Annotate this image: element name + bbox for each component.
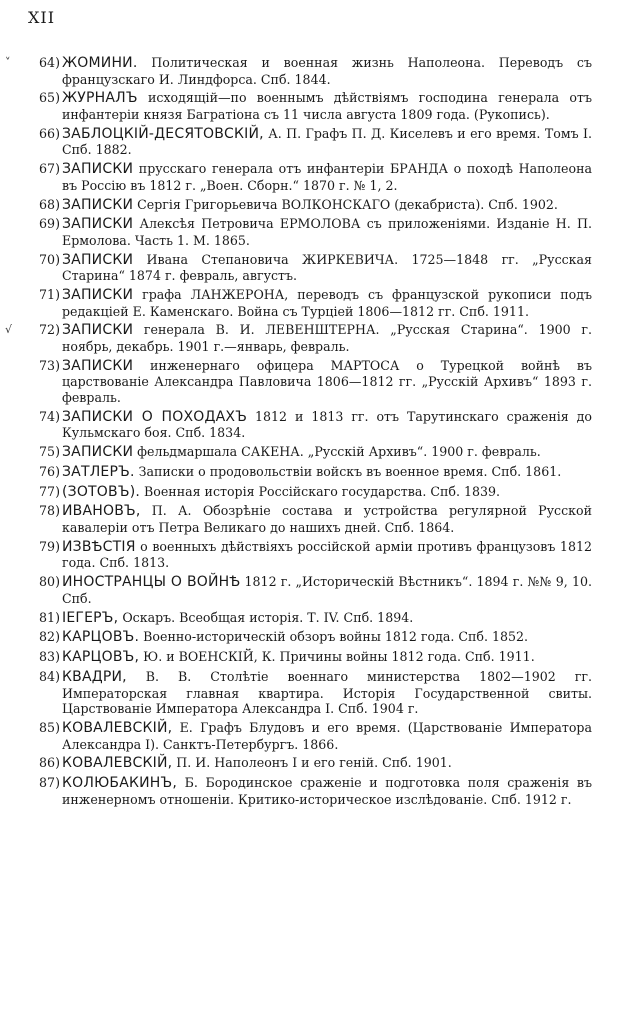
entry-number: 86): [39, 755, 60, 771]
entry-author: (ЗОТОВЪ).: [62, 483, 141, 500]
entry-author: ИЗВѢСТІЯ: [62, 538, 136, 555]
entry-author: ЖОМИНИ.: [62, 55, 138, 71]
entry-number: 82): [39, 629, 60, 645]
entry-text: Оскаръ. Всеобщая исторія. Т. IV. Спб. 1894.: [118, 609, 414, 625]
entry-number: 64): [39, 55, 60, 70]
entry-number: 70): [39, 251, 60, 267]
entry-text: о военныхъ дѣйствіяхъ россійской арміи противъ французовъ 1812 года. Спб. 1813.: [62, 538, 592, 571]
entry-text: Алексѣя Петровича ЕРМОЛОВА съ приложеніями. Изданіе Н. П. Ермолова. Часть 1. М. 1865.: [62, 216, 592, 248]
bibliography-entry: [0, 161, 630, 193]
page-number: XII: [28, 8, 56, 27]
entry-author: ЖУРНАЛЪ: [62, 90, 138, 107]
entry-text: Е. Графъ Блудовъ и его время. (Царствованіе Императора Александра I). Санктъ-Петербургъ. 1866.: [62, 719, 592, 752]
bibliography-entry: [0, 444, 630, 461]
entry-text: Сергія Григорьевича ВОЛКОНСКАГО (декабриста). Спб. 1902.: [133, 196, 558, 212]
entry-number: 77): [39, 483, 60, 499]
entry-number: 83): [39, 649, 60, 665]
entry-text: Б. Бородинское сраженіе и подготовка поля сраженія въ инженерномъ отношеніи. Критико-историческое изслѣдованіе. Спб. 1912 г.: [62, 775, 592, 807]
entry-number: 71): [39, 287, 60, 303]
entry-text: В. В. Столѣтіе военнаго министерства 1802—1902 гг. Императорская главная квартира. Исторія Государственной свиты. Царствованіе Императора Александра I. Спб. 1904 г.: [62, 668, 592, 717]
entry-text: Ю. и ВОЕНСКІЙ, К. Причины войны 1812 года. Спб. 1911.: [139, 649, 535, 665]
entry-author: ЗАТЛЕРЪ.: [62, 463, 135, 480]
entry-number: 80): [39, 574, 60, 590]
entry-author: ЗАБЛОЦКІЙ-ДЕСЯТОВСКІЙ,: [62, 125, 264, 142]
entry-author: ЗАПИСКИ: [62, 216, 134, 233]
entry-text: Записки о продовольствіи войскъ въ военное время. Спб. 1861.: [134, 463, 562, 479]
entry-author: ЗАПИСКИ: [62, 357, 134, 374]
bibliography-entry: [0, 649, 630, 666]
entry-text: фельдмаршала САКЕНА. „Русскій Архивъ“. 1900 г. февраль.: [133, 444, 541, 460]
entry-author: ЗАПИСКИ: [62, 322, 134, 339]
entry-text: П. А. Обозрѣніе состава и устройства регулярной Русской кавалеріи отъ Петра Великаго до нашихъ дней. Спб. 1864.: [62, 503, 592, 536]
entry-number: 78): [39, 503, 60, 519]
entry-number: 66): [39, 125, 60, 141]
margin-check-mark: √: [5, 323, 13, 337]
entry-author: ЗАПИСКИ: [62, 196, 134, 213]
entry-text: Военно-историческій обзоръ войны 1812 года. Спб. 1852.: [139, 629, 529, 645]
bibliography-entry: [0, 464, 630, 481]
entry-number: 75): [39, 444, 60, 460]
entry-author: ЗАПИСКИ: [62, 161, 134, 178]
entry-author: КОЛЮБАКИНЪ,: [62, 775, 178, 792]
bibliography-entry: [0, 539, 630, 571]
entry-text: прусскаго генерала отъ инфантеріи БРАНДА о походѣ Наполеона въ Россію въ 1812 г. „Воен. Сборн.“ 1870 г. № 1, 2.: [62, 161, 592, 193]
entry-author: ЗАПИСКИ: [62, 444, 134, 461]
entry-number: 85): [39, 719, 60, 735]
entry-number: 67): [39, 161, 60, 177]
entry-author: КАРЦОВЪ,: [62, 649, 140, 666]
bibliography-entry: [0, 197, 630, 214]
bibliography-entry: [0, 669, 630, 717]
entry-number: 87): [39, 775, 60, 791]
entry-author: КВАДРИ,: [62, 668, 127, 685]
bibliography-entry: [0, 252, 630, 284]
entry-text: генерала В. И. ЛЕВЕНШТЕРНА. „Русская Старина“. 1900 г. ноябрь, декабрь. 1901 г.—январь, февраль.: [62, 322, 592, 354]
bibliography-entry: [0, 484, 630, 501]
entry-text: 1812 г. „Историческій Вѣстникъ“. 1894 г. №№ 9, 10. Спб.: [62, 574, 593, 606]
entry-number: 76): [39, 463, 60, 479]
entry-number: 74): [39, 408, 60, 424]
entry-author: ІЕГЕРЪ,: [62, 609, 119, 626]
entry-text: графа ЛАНЖЕРОНА, переводъ съ французской рукописи подъ редакціей Е. Каменскаго. Война съ Турціей 1806—1812 гг. Спб. 1911.: [62, 287, 592, 319]
entry-number: 72): [39, 322, 60, 338]
entry-number: 65): [39, 90, 60, 106]
entry-author: ЗАПИСКИ: [62, 251, 134, 268]
entry-author: КАРЦОВЪ.: [62, 629, 140, 646]
bibliography-entry: [0, 574, 630, 606]
bibliography-entry: [0, 287, 630, 319]
entry-text: 1812 и 1813 гг. отъ Тарутинскаго сраженія до Кульмскаго боя. Спб. 1834.: [62, 408, 592, 441]
bibliography-entry: [0, 720, 630, 752]
bibliography-entry: [0, 90, 630, 122]
entry-number: 68): [39, 196, 60, 212]
entry-text: П. И. Наполеонъ I и его геній. Спб. 1901.: [172, 755, 452, 771]
bibliography-entry: [0, 610, 630, 627]
entry-text: Ивана Степановича ЖИРКЕВИЧА. 1725—1848 гг. „Русская Старина“ 1874 г. февраль, августъ.: [62, 251, 592, 284]
entry-author: ЗАПИСКИ О ПОХОДАХЪ: [62, 408, 248, 425]
bibliography-entry: [0, 358, 630, 406]
entry-text: Политическая и военная жизнь Наполеона. Переводъ съ французскаго И. Линдфорса. Спб. 1844.: [62, 55, 592, 87]
entry-author: КОВАЛЕВСКІЙ,: [62, 719, 173, 736]
entry-text: инженернаго офицера МАРТОСА о Турецкой войнѣ въ царствованіе Александра Павловича 1806—1812 гг. „Русскій Архивъ“ 1893 г. февраль.: [62, 357, 592, 405]
entry-author: ИВАНОВЪ,: [62, 503, 141, 520]
bibliography-entry: [0, 775, 630, 807]
entry-author: ЗАПИСКИ: [62, 287, 134, 304]
bibliography-entry: [0, 629, 630, 646]
bibliography-entry: [0, 755, 630, 772]
bibliography-entry: [0, 322, 630, 354]
bibliography-entry: [0, 409, 630, 441]
bibliography-entry: [0, 216, 630, 248]
entry-number: 84): [39, 668, 60, 684]
margin-check-mark: ˅: [5, 56, 11, 69]
entry-text: исходящій—по военнымъ дѣйствіямъ господина генерала отъ инфантеріи князя Багратіона съ 11 числа августа 1809 года. (Рукопись).: [62, 90, 592, 122]
entry-number: 73): [39, 357, 60, 373]
entry-text: Военная исторія Россійскаго государства. Спб. 1839.: [140, 483, 501, 499]
entry-text: А. П. Графъ П. Д. Киселевъ и его время. Томъ I. Спб. 1882.: [62, 125, 592, 158]
bibliography-entry: [0, 503, 630, 535]
bibliography-entry: [0, 126, 630, 158]
bibliography-entry: [0, 55, 630, 87]
entry-author: КОВАЛЕВСКІЙ,: [62, 755, 173, 772]
entry-number: 79): [39, 538, 60, 554]
entry-number: 81): [39, 609, 60, 625]
entry-number: 69): [39, 216, 60, 232]
entry-author: ИНОСТРАНЦЫ О ВОЙНѢ: [62, 574, 241, 591]
bibliography-list: [0, 55, 630, 810]
